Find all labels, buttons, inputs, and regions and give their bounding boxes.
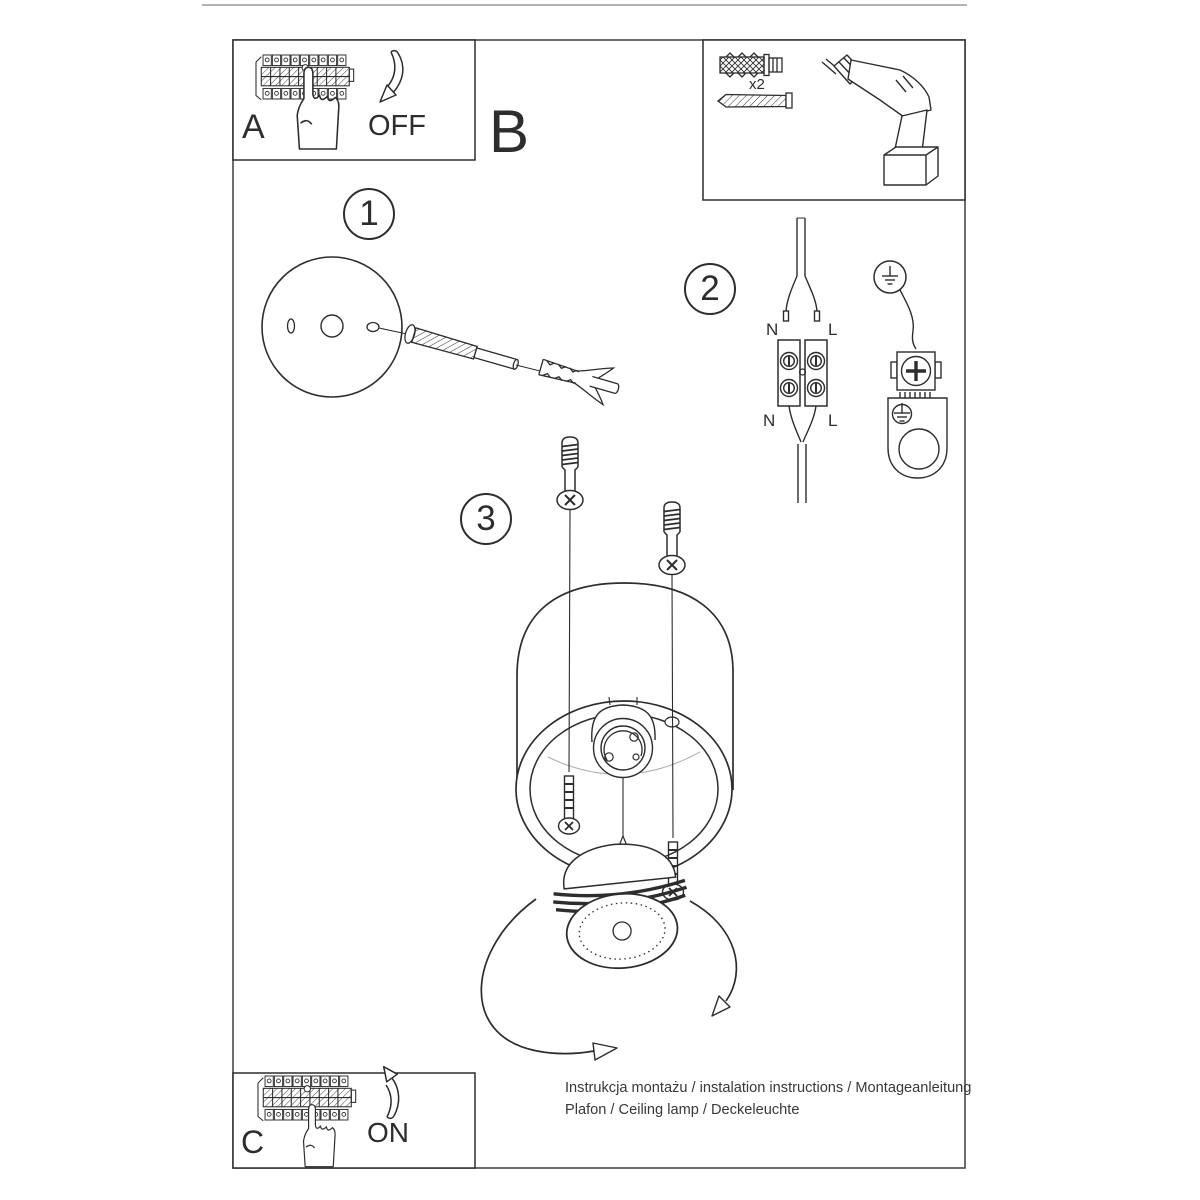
- power-on-box: [233, 1067, 475, 1168]
- step2-illustration: [778, 218, 947, 503]
- terminal-label-l-bottom: L: [828, 411, 838, 430]
- earth-symbol-icon: [874, 261, 906, 293]
- anchor-quantity-label: x2: [749, 76, 765, 93]
- step-3-badge: [460, 493, 512, 545]
- power-off-box: [233, 40, 475, 160]
- circuit-breaker-panel-icon: [258, 1076, 356, 1121]
- footer-line-2: Plafon / Ceiling lamp / Deckeleuchte: [565, 1102, 800, 1118]
- box-a-label: A: [242, 108, 265, 146]
- box-c-outline: [233, 1073, 475, 1168]
- terminal-label-l-top: L: [828, 320, 838, 339]
- terminal-block-icon: [778, 340, 827, 406]
- rotation-arrow-right-icon: [690, 901, 736, 1016]
- screw-icon: [403, 324, 520, 374]
- step3-illustration: [481, 437, 736, 1060]
- step-2-badge: [684, 263, 736, 315]
- off-label: OFF: [368, 110, 426, 142]
- ground-wire-icon: [900, 290, 916, 349]
- mounting-plate-icon: [262, 257, 402, 397]
- step-1-number: 1: [359, 194, 379, 233]
- step-2-number: 2: [700, 269, 720, 308]
- step1-illustration: [262, 257, 624, 407]
- step-3-number: 3: [476, 499, 496, 538]
- step-1-badge: [343, 188, 395, 240]
- ground-terminal-icon: [888, 352, 947, 478]
- fixing-screw-right-icon: [659, 502, 685, 575]
- tools-box: [703, 40, 965, 200]
- fixing-screw-left-icon: [557, 437, 583, 510]
- box-c-label: C: [241, 1124, 265, 1160]
- tools-section-label: B: [489, 98, 530, 165]
- footer-line-1: Instrukcja montażu / instalation instructions / Montageanleitung: [565, 1080, 972, 1096]
- footer-caption: [565, 1077, 971, 1121]
- terminal-label-n-top: N: [766, 320, 779, 339]
- wall-plug-icon: [536, 349, 624, 408]
- mounting-screw-icon: [718, 93, 792, 108]
- terminal-label-n-bottom: N: [763, 411, 776, 430]
- lamp-cable-icon: [789, 406, 816, 503]
- mains-cable-icon: [784, 218, 820, 321]
- on-label: ON: [367, 1117, 409, 1148]
